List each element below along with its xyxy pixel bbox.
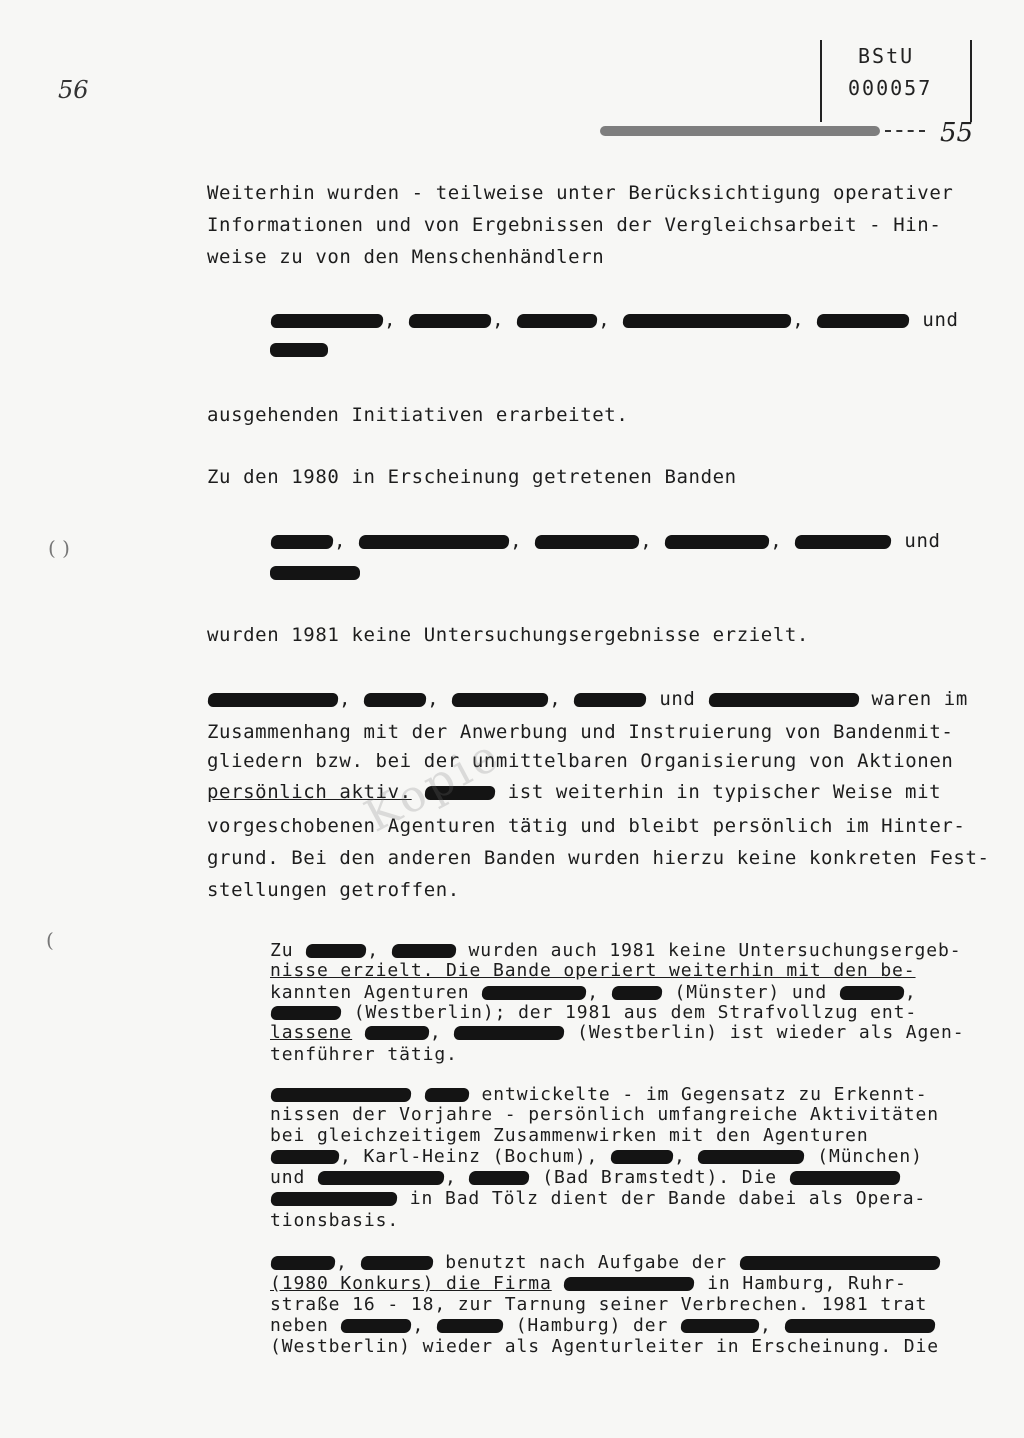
separator: ,: [640, 530, 653, 552]
redaction-bar: [436, 1319, 503, 1333]
text-line: [270, 982, 917, 1003]
redaction-bar: [516, 314, 597, 328]
text-fragment: und: [270, 1167, 306, 1188]
text-line: Zusammenhang mit der Anwerbung und Instruierung von Bandenmit-: [207, 721, 954, 743]
redaction-bar: [391, 944, 456, 958]
redaction-bar: [708, 693, 859, 707]
redaction-bar: [482, 986, 587, 1000]
text-line: straße 16 - 18, zur Tarnung seiner Verbrechen. 1981 trat: [270, 1294, 928, 1315]
separator: ,: [427, 688, 440, 710]
text-line: [270, 1315, 936, 1336]
text-line: [270, 1273, 907, 1294]
text-line: [270, 1022, 965, 1043]
separator: ,: [792, 309, 805, 331]
separator: ,: [367, 940, 379, 961]
redaction-bar: [364, 1026, 429, 1040]
redaction-bar: [270, 1150, 339, 1164]
separator: ,: [339, 688, 352, 710]
text-line: [207, 781, 941, 803]
text-fragment: (München): [817, 1146, 923, 1167]
redaction-bar: [270, 314, 383, 328]
redaction-bar: [207, 693, 338, 707]
text-line: (Westberlin) wieder als Agenturleiter in Erscheinung. Die: [270, 1336, 940, 1357]
redaction-bar: [698, 1150, 805, 1164]
separator: ,: [904, 982, 917, 1003]
redaction-bar: [270, 343, 328, 357]
text-fragment: Zu: [270, 940, 294, 961]
redaction-bar: [270, 1192, 397, 1206]
crossed-out-number: [600, 126, 880, 136]
redaction-bar: [795, 535, 892, 549]
redaction-bar: [564, 1277, 695, 1291]
text-fragment: lassene: [270, 1022, 353, 1043]
text-line: Weiterhin wurden - teilweise unter Berücksichtigung operativer: [207, 182, 954, 204]
separator: ,: [334, 530, 347, 552]
redaction-bar: [408, 314, 491, 328]
redacted-names-line: [270, 530, 941, 552]
text-line: gliedern bzw. bei der unmittelbaren Organisierung von Aktionen: [207, 750, 954, 772]
separator: ,: [587, 982, 600, 1003]
separator: ,: [412, 1315, 425, 1336]
redaction-bar: [317, 1171, 444, 1185]
text-fragment: neben: [270, 1315, 329, 1336]
stamp-label: BStU: [858, 44, 915, 68]
separator: ,: [760, 1315, 772, 1336]
redaction-bar: [574, 693, 647, 707]
text-line: [270, 1252, 941, 1273]
margin-mark: ( ): [48, 536, 70, 560]
text-fragment: benutzt nach Aufgabe der: [445, 1252, 727, 1273]
conjunction: und: [904, 530, 941, 552]
redaction-bar: [451, 693, 548, 707]
text-line: [270, 1084, 928, 1105]
handwritten-page-number: 56: [58, 76, 89, 104]
dash-line: [885, 130, 925, 132]
text-line: vorgeschobenen Agenturen tätig und bleibt persönlich im Hinter-: [207, 815, 966, 837]
redaction-bar: [424, 1088, 469, 1102]
redaction-bar: [360, 1256, 433, 1270]
text-fragment: wurden auch 1981 keine Untersuchungsergeb-: [468, 940, 962, 961]
redaction-bar: [623, 314, 792, 328]
redaction-bar: [270, 566, 360, 580]
separator: ,: [510, 530, 523, 552]
separator: ,: [384, 309, 397, 331]
text-line: [270, 1167, 901, 1188]
text-fragment: entwickelte - im Gegensatz zu Erkennt-: [481, 1084, 928, 1105]
conjunction: und: [922, 309, 959, 331]
redaction-bar: [817, 314, 910, 328]
redaction-bar: [270, 535, 333, 549]
text-line: Informationen und von Ergebnissen der Vergleichsarbeit - Hin-: [207, 214, 942, 236]
margin-mark: (: [46, 928, 54, 952]
redaction-bar: [839, 986, 904, 1000]
redaction-bar: [270, 1088, 411, 1102]
redaction-bar: [784, 1319, 935, 1333]
redaction-bar: [611, 986, 662, 1000]
text-line: [270, 1188, 926, 1209]
stamp-number: 000057: [848, 76, 933, 100]
redaction-bar: [363, 693, 426, 707]
text-line: bei gleichzeitigem Zusammenwirken mit den Agenturen: [270, 1125, 869, 1146]
redaction-bar: [270, 1256, 335, 1270]
separator: ,: [770, 530, 783, 552]
separator: ,: [673, 1146, 686, 1167]
text-fragment: (Münster) und: [674, 982, 828, 1003]
text-line: tenführer tätig.: [270, 1044, 458, 1065]
text-line: Zu den 1980 in Erscheinung getretenen Banden: [207, 466, 737, 488]
redaction-bar: [534, 535, 639, 549]
separator: ,: [429, 1022, 442, 1043]
page-number: 55: [940, 118, 974, 148]
redaction-bar: [680, 1319, 759, 1333]
conjunction: und: [659, 688, 696, 710]
text-fragment: (1980 Konkurs) die Firma: [270, 1273, 552, 1294]
text-fragment: , Karl-Heinz (Bochum),: [340, 1146, 599, 1167]
separator: ,: [549, 688, 562, 710]
text-line: nissen der Vorjahre - persönlich umfangreiche Aktivitäten: [270, 1104, 940, 1125]
archive-stamp: [820, 40, 972, 122]
redaction-bar: [665, 535, 770, 549]
redaction-bar: [305, 944, 366, 958]
text-line: wurden 1981 keine Untersuchungsergebnisse erzielt.: [207, 624, 809, 646]
redaction-bar: [270, 1006, 341, 1020]
text-line: [270, 1146, 923, 1167]
text-line: grund. Bei den anderen Banden wurden hierzu keine konkreten Fest-: [207, 847, 990, 869]
text-line: weise zu von den Menschenhändlern: [207, 246, 605, 268]
redaction-bar: [454, 1026, 565, 1040]
redaction-bar: [469, 1171, 530, 1185]
underlined-text: persönlich aktiv.: [207, 781, 412, 803]
separator: ,: [598, 309, 611, 331]
text-fragment: ist weiterhin in typischer Weise mit: [507, 781, 942, 803]
text-fragment: (Westberlin); der 1981 aus dem Strafvollzug ent-: [353, 1002, 918, 1023]
redacted-names-line: [270, 309, 959, 331]
text-fragment: kannten Agenturen: [270, 982, 470, 1003]
redaction-bar: [341, 1319, 412, 1333]
text-line: tionsbasis.: [270, 1210, 400, 1231]
text-line: stellungen getroffen.: [207, 879, 460, 901]
text-fragment: in Hamburg, Ruhr-: [707, 1273, 907, 1294]
text-line: [270, 1002, 917, 1023]
text-fragment: (Westberlin) ist wieder als Agen-: [577, 1022, 965, 1043]
text-fragment: in Bad Tölz dient der Bande dabei als Opera-: [409, 1188, 927, 1209]
redaction-bar: [610, 1150, 673, 1164]
copy-watermark: Kopie: [356, 728, 510, 843]
text-line: nisse erzielt. Die Bande operiert weiterhin mit den be-: [270, 960, 916, 981]
text-line: [207, 688, 968, 710]
text-fragment: (Hamburg) der: [515, 1315, 669, 1336]
separator: ,: [444, 1167, 457, 1188]
text-fragment: waren im: [871, 688, 968, 710]
text-line: ausgehenden Initiativen erarbeitet.: [207, 404, 629, 426]
separator: ,: [492, 309, 505, 331]
text-fragment: (Bad Bramstedt). Die: [542, 1167, 777, 1188]
text-line: [270, 940, 961, 961]
redaction-bar: [789, 1171, 900, 1185]
redaction-bar: [739, 1256, 940, 1270]
separator: ,: [336, 1252, 348, 1273]
redaction-bar: [358, 535, 509, 549]
